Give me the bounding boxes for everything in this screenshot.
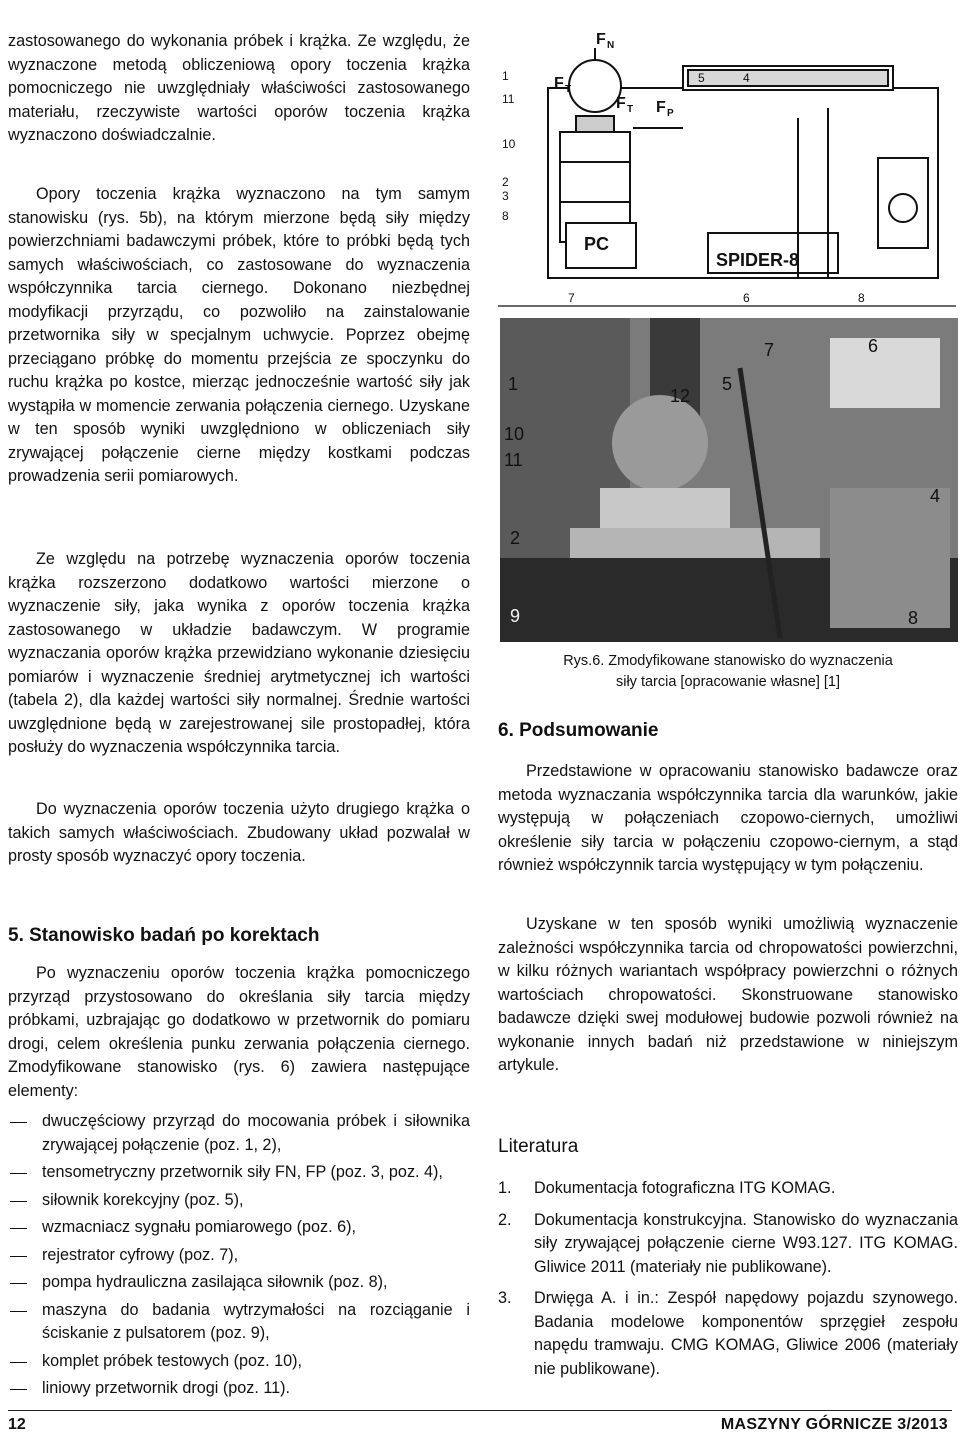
- elements-list: [8, 1110, 470, 1401]
- label-ft-2: F: [616, 95, 626, 112]
- list-item: komplet próbek testowych (poz. 10),: [8, 1350, 470, 1374]
- photo-label: 12: [670, 386, 691, 406]
- photo-label: 6: [868, 336, 879, 356]
- svg-text:T: T: [627, 104, 634, 115]
- label-pc: PC: [584, 234, 610, 254]
- page-footer: [0, 1410, 960, 1436]
- svg-text:6: 6: [743, 291, 750, 305]
- photo-label: 9: [510, 606, 521, 626]
- photo-svg: [500, 318, 958, 642]
- label-ft-1: F: [554, 75, 564, 92]
- svg-text:1: 1: [502, 69, 509, 83]
- page-number: 12: [8, 1416, 26, 1433]
- photo-label: 4: [930, 486, 941, 506]
- paragraph-modified-stand: Po wyznaczeniu oporów toczenia krążka pomocniczego przyrząd przystosowano do określania siły tarcia między próbkami, uzbrajając go dodatkowo w przetwornik do pomiaru drogi, celem określenia punku zerwania połączenia ciernego. Zmodyfikowane stanowisko (rys. 6) zawiera następujące elementy:: [8, 964, 470, 1100]
- svg-text:5: 5: [698, 71, 705, 85]
- photo-label: 7: [764, 340, 775, 360]
- svg-text:10: 10: [502, 137, 516, 151]
- svg-text:8: 8: [502, 209, 509, 223]
- svg-text:N: N: [607, 40, 615, 51]
- label-fn: F: [596, 31, 606, 48]
- label-spider: SPIDER-8: [716, 250, 800, 270]
- paragraph-summary-1: Przedstawione w opracowaniu stanowisko badawcze oraz metoda wyznaczania współczynnika tarcia dla warunków, jakie występują w połączeniach czopowo-ciernych, umożliwi określenie siły tarcia w połączeniu czopowo-ciernym, a stąd również współczynnik tarcia występujący w tym połączeniu.: [498, 762, 958, 874]
- svg-text:8: 8: [858, 291, 865, 305]
- reference-item: 3. Drwięga A. i in.: Zespół napędowy pojazdu szynowego. Badania modelowe komponentów sprzęgieł zespołu napędu tramwaju. CMG KOMAG, Gliwice 2006 (materiały nie publikowane).: [498, 1289, 958, 1378]
- list-item: siłownik korekcyjny (poz. 5),: [8, 1189, 470, 1213]
- paragraph-rolling-resistance: Opory toczenia krążka wyznaczono na tym samym stanowisku (rys. 5b), na którym mierzone będą siły między powierzchniami badawczymi próbek, które to próbki będą tych samych właściwościach, co zastosowane do wyznaczenia współczynnika tarcia ciernego. Dokonano niezbędnej modyfikacji przyrządu, co pozwoliło na zainstalowanie przetwornika siły w specjalnym uchwycie. Poprzez obejmę przeciągano próbkę do momentu przejścia ze spoczynku do ruchu krążka po kostce, mierząc jednocześnie wartość siły jak wystąpiła w momencie zerwania połączenia ciernego. Uzyskane w ten sposób wyniki uwzględniono w obliczeniach siły zrywającej połączenie cierne między kostkami podczas prowadzenia serii pomiarowych.: [8, 185, 470, 485]
- svg-text:3: 3: [502, 189, 509, 203]
- caption-line-1: Rys.6. Zmodyfikowane stanowisko do wyznaczenia: [563, 653, 893, 669]
- photo-label: 2: [510, 528, 521, 548]
- svg-text:11: 11: [502, 92, 515, 106]
- paragraph-intro: zastosowanego do wykonania próbek i krążka. Ze względu, że wyznaczone metodą obliczeniową opory toczenia krążka pomocniczego nie uwzględniały właściwości zastosowanego materiału, rzeczywiste wartości oporów toczenia krążka wyznaczono doświadczalnie.: [8, 32, 470, 144]
- schematic-diagram: [498, 28, 956, 310]
- svg-text:T: T: [565, 84, 572, 95]
- photo-label: 1: [508, 374, 519, 394]
- references-list: [498, 1177, 958, 1381]
- photo-label: 5: [722, 374, 733, 394]
- photo-label: 10: [504, 424, 525, 444]
- photo-label: 8: [908, 608, 919, 628]
- list-item: rejestrator cyfrowy (poz. 7),: [8, 1244, 470, 1268]
- paragraph-summary-2: Uzyskane w ten sposób wyniki umożliwią wyznaczenie zależności współczynnika tarcia od chropowatości powierzchni, w kilku różnych wariantach współpracy powierzchni o różnych wartościach chropowatości. Skonstruowane stanowisko badawcze dzięki swej modułowej budowie pozwoli również na wykonanie innych badań niż przedstawione w niniejszym artykule.: [498, 915, 958, 1074]
- list-item: wzmacniacz sygnału pomiarowego (poz. 6),: [8, 1216, 470, 1240]
- paragraph-second-disc: Do wyznaczenia oporów toczenia użyto drugiego krążka o takich samych właściwościach. Zbudowany układ pozwalał w prosty sposób wyznaczyć opory toczenia.: [8, 800, 470, 865]
- list-item: dwuczęściowy przyrząd do mocowania próbek i siłownika zrywającej połączenie (poz. 1, 2),: [8, 1110, 470, 1157]
- section-6-heading: 6. Podsumowanie: [498, 720, 659, 741]
- schematic-svg: [498, 28, 956, 310]
- literatura-heading: Literatura: [498, 1136, 579, 1157]
- svg-text:4: 4: [743, 71, 750, 85]
- reference-item: 2. Dokumentacja konstrukcyjna. Stanowisko do wyznaczania siły zrywającej połączenie cierne W93.127. ITG KOMAG. Gliwice 2011 (materiały nie publikowane).: [498, 1210, 958, 1276]
- svg-text:P: P: [667, 108, 674, 119]
- list-item: pompa hydrauliczna zasilająca siłownik (poz. 8),: [8, 1271, 470, 1295]
- journal-name: MASZYNY GÓRNICZE 3/2013: [720, 1416, 948, 1433]
- reference-item: 1. Dokumentacja fotograficzna ITG KOMAG.: [498, 1179, 836, 1197]
- caption-line-2: siły tarcia [opracowanie własne] [1]: [615, 674, 841, 690]
- section-5-heading: 5. Stanowisko badań po korektach: [8, 925, 320, 946]
- paragraph-extended-measurement: Ze względu na potrzebę wyznaczenia oporów toczenia krążka rozszerzono dodatkowo wartości mierzone o wyznaczenie siły, jaka wynika z oporów toczenia krążka zastosowanego w układzie badawczym. W programie wyznaczania oporów krążka przewidziano wykonanie dziesięciu pomiarów i wyznaczenie średniej arytmetycznej ich wartości (tabela 2), dla każdej wartości siły normalnej. Średnie wartości uwzględnione będą w zarejestrowanej sile prostopadłej, która posłuży do wyznaczenia współczynnika tarcia.: [8, 550, 470, 756]
- label-fp: F: [656, 99, 666, 116]
- list-item: liniowy przetwornik drogi (poz. 11).: [8, 1377, 470, 1401]
- footer-rule: [8, 1410, 952, 1411]
- list-item: tensometryczny przetwornik siły FN, FP (poz. 3, poz. 4),: [8, 1161, 470, 1185]
- test-stand-photo: [500, 318, 958, 642]
- figure-caption: [498, 651, 958, 693]
- list-item: maszyna do badania wytrzymałości na rozciąganie i ściskanie z pulsatorem (poz. 9),: [8, 1299, 470, 1346]
- svg-text:2: 2: [502, 175, 509, 189]
- svg-text:7: 7: [568, 291, 575, 305]
- photo-label: 11: [504, 450, 523, 470]
